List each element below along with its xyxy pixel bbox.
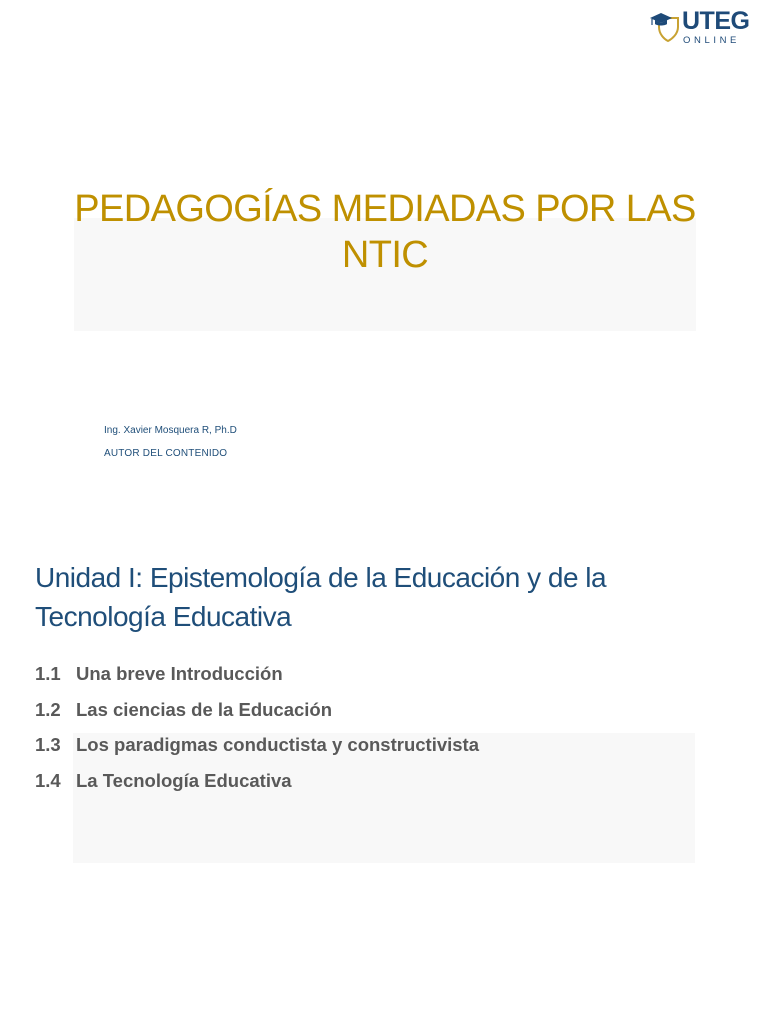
- list-item: [35, 763, 479, 799]
- logo-subtitle: ONLINE: [683, 35, 740, 46]
- list-item: [35, 727, 479, 763]
- list-item: [35, 656, 479, 692]
- topic-number: 1.1: [35, 663, 61, 684]
- topic-label: Los paradigmas conductista y constructivista: [76, 734, 479, 755]
- unit-heading: [35, 558, 735, 636]
- document-title-line-2: NTIC: [341, 234, 429, 276]
- topic-number: 1.3: [35, 734, 61, 755]
- topic-list: [35, 656, 479, 798]
- document-title-line-1: PEDAGOGÍAS MEDIADAS POR LAS: [74, 188, 696, 230]
- topic-number: 1.4: [35, 769, 61, 791]
- topic-label: La Tecnología Educativa: [76, 769, 292, 791]
- topic-label: Las ciencias de la Educación: [76, 698, 333, 720]
- unit-heading-line-2: Tecnología Educativa: [35, 601, 292, 632]
- author-role: AUTOR DEL CONTENIDO: [104, 448, 228, 459]
- author-name: Ing. Xavier Mosquera R, Ph.D: [104, 425, 237, 436]
- uteg-crest-icon: [648, 9, 682, 43]
- list-item: [35, 692, 479, 728]
- logo-wordmark: UTEG: [682, 7, 750, 35]
- unit-heading-line-1: Unidad I: Epistemología de la Educación y de la: [35, 562, 607, 593]
- document-title: [40, 186, 730, 278]
- topic-label: Una breve Introducción: [76, 663, 283, 684]
- topic-number: 1.2: [35, 698, 61, 720]
- uteg-online-logo: [648, 8, 758, 48]
